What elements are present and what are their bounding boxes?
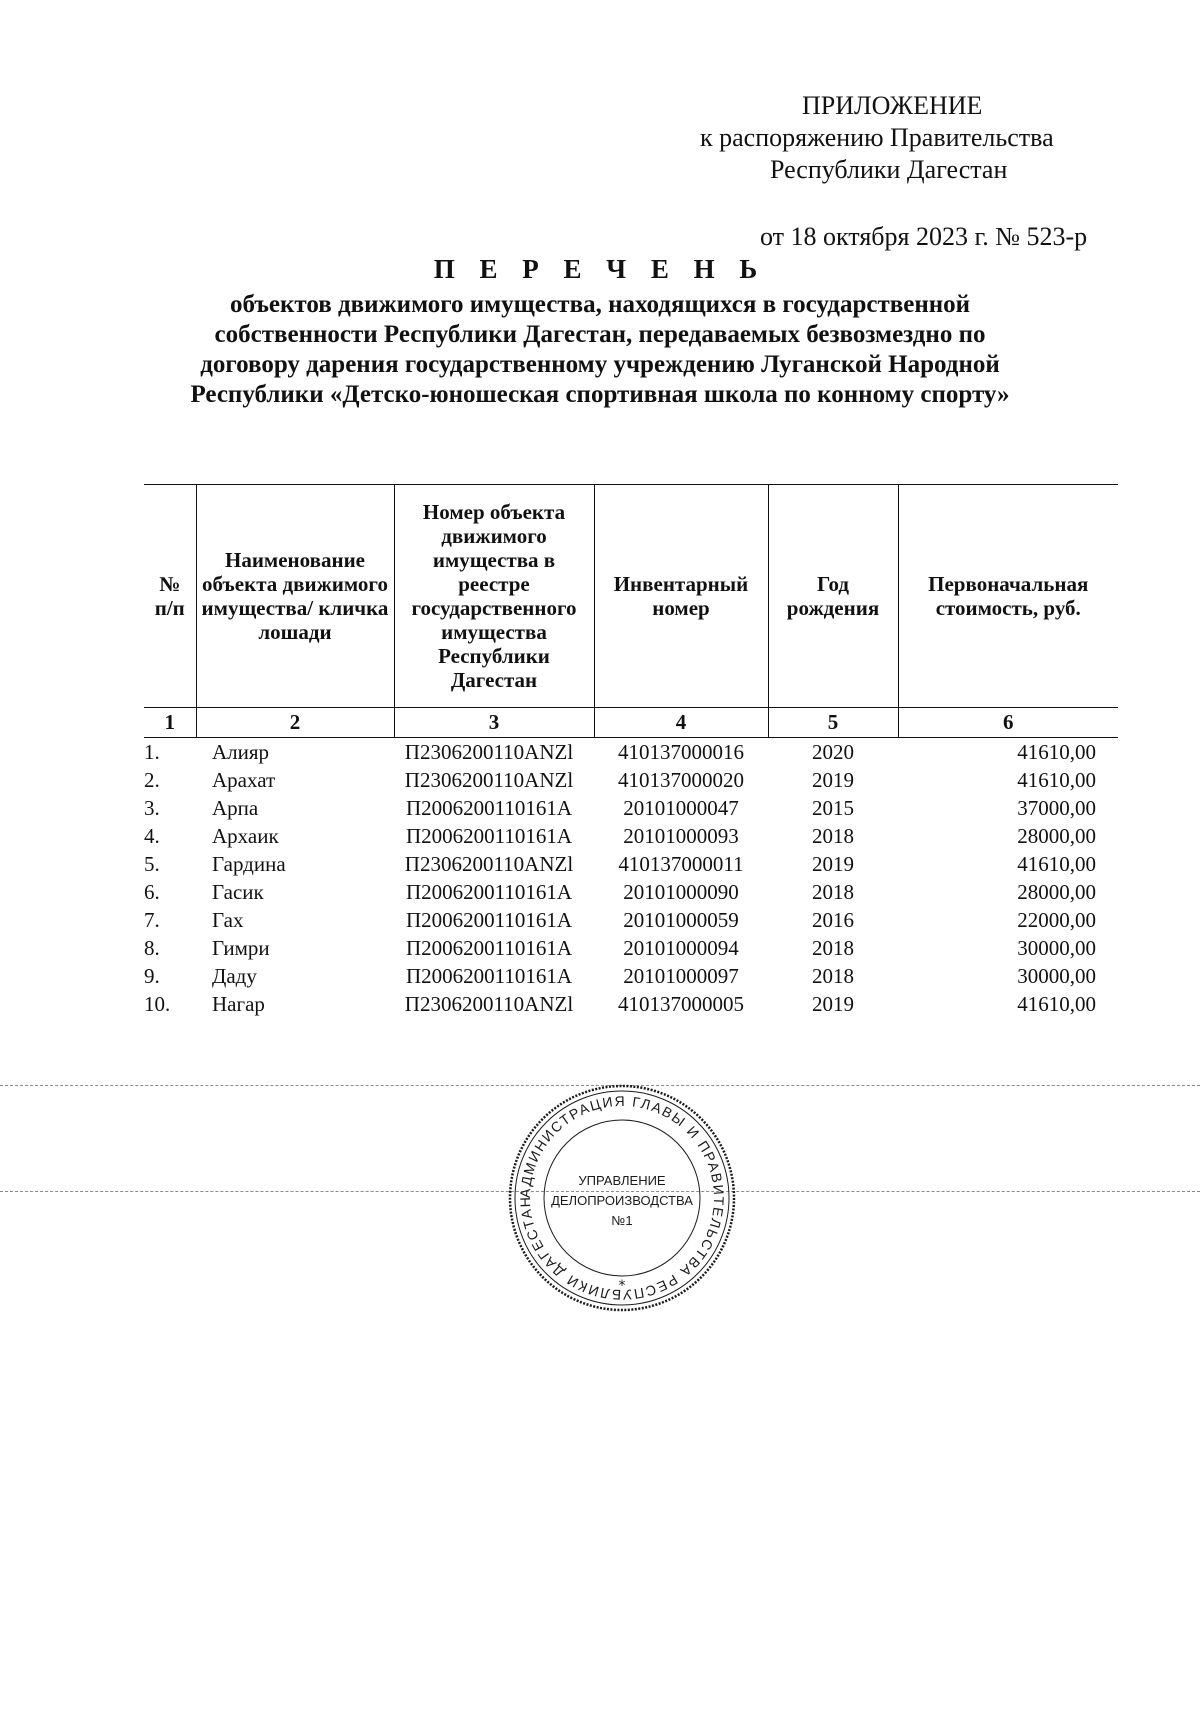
cell-registry: П2006200110161А	[405, 796, 573, 820]
cell-registry: П2006200110161А	[405, 908, 573, 932]
cell-registry: П2306200110ANZl	[404, 992, 574, 1016]
header-birth-year: Год рождения	[768, 485, 898, 708]
column-number: 2	[196, 708, 394, 738]
cell-registry: П2306200110ANZl	[404, 852, 574, 876]
cell-number: 5.	[144, 852, 160, 876]
table-row	[144, 766, 1118, 794]
table-row	[144, 990, 1118, 1018]
header-inventory-number: Инвентарный номер	[594, 485, 768, 708]
cell-cost: 37000,00	[1017, 796, 1096, 820]
cell-inventory: 20101000090	[623, 880, 739, 904]
cell-number: 3.	[144, 796, 160, 820]
cell-number: 4.	[144, 824, 160, 848]
cell-registry: П2006200110161А	[405, 824, 573, 848]
cell-year: 2019	[812, 852, 854, 876]
cell-year: 2019	[812, 992, 854, 1016]
header-initial-cost: Первоначальная стоимость, руб.	[898, 485, 1118, 708]
table-row	[144, 822, 1118, 850]
cell-name: Гасик	[212, 880, 264, 904]
cell-cost: 30000,00	[1017, 936, 1096, 960]
cell-name: Гардина	[212, 852, 286, 876]
subtitle-line: Республики «Детско-юношеская спортивная школа по конному спорту»	[190, 381, 1010, 408]
cell-name: Гимри	[212, 936, 270, 960]
cell-registry: П2306200110ANZl	[404, 740, 574, 764]
table-row	[144, 794, 1118, 822]
cell-inventory: 20101000093	[623, 824, 739, 848]
attachment-republic-line: Республики Дагестан	[770, 155, 1008, 184]
cell-registry: П2306200110ANZl	[404, 768, 574, 792]
cell-name: Арпа	[212, 796, 259, 820]
cell-number: 6.	[144, 880, 160, 904]
table-row	[144, 962, 1118, 990]
cell-name: Архаик	[212, 824, 279, 848]
cell-inventory: 20101000094	[623, 936, 739, 960]
header-name: Наименование объекта движимого имущества/ кличка лошади	[196, 485, 394, 708]
table-column-numbers-row	[144, 708, 1118, 738]
cell-name: Алияр	[212, 740, 270, 764]
column-number: 3	[394, 708, 594, 738]
cell-cost: 41610,00	[1017, 740, 1096, 764]
cell-cost: 41610,00	[1017, 992, 1096, 1016]
attachment-order-line: к распоряжению Правительства	[700, 123, 1054, 152]
table-row	[144, 934, 1118, 962]
cell-inventory: 410137000020	[618, 768, 744, 792]
cell-number: 8.	[144, 936, 160, 960]
stamp-line: №1	[611, 1213, 633, 1228]
cell-inventory: 20101000097	[623, 964, 739, 988]
table-row	[144, 878, 1118, 906]
cell-inventory: 410137000016	[618, 740, 744, 764]
cell-inventory: 20101000047	[623, 796, 739, 820]
subtitle-line: договору дарения государственному учреждению Луганской Народной	[200, 351, 1000, 378]
attachment-label: ПРИЛОЖЕНИЕ	[802, 91, 983, 120]
cell-year: 2019	[812, 768, 854, 792]
cell-name: Арахат	[212, 768, 276, 792]
column-number: 1	[144, 708, 196, 738]
cell-number: 10.	[144, 992, 171, 1016]
stamp-line: УПРАВЛЕНИЕ	[578, 1173, 666, 1188]
cell-number: 2.	[144, 768, 160, 792]
header-registry-number: Номер объекта движимого имущества в реестре государственного имущества Республики Дагестан	[394, 485, 594, 708]
table-row	[144, 906, 1118, 934]
cell-registry: П2006200110161А	[405, 936, 573, 960]
cell-year: 2020	[812, 740, 854, 764]
column-number: 5	[768, 708, 898, 738]
cell-number: 7.	[144, 908, 160, 932]
table-row	[144, 850, 1118, 878]
assets-table	[144, 484, 1118, 1018]
cell-number: 1.	[144, 740, 160, 764]
stamp-star-icon: *	[618, 1278, 626, 1294]
cell-number: 9.	[144, 964, 160, 988]
table-row	[144, 738, 1118, 767]
order-reference: от 18 октября 2023 г. № 523-р	[760, 222, 1088, 251]
column-number: 4	[594, 708, 768, 738]
cell-year: 2016	[812, 908, 854, 932]
cell-inventory: 410137000011	[618, 852, 744, 876]
cell-cost: 30000,00	[1017, 964, 1096, 988]
cell-cost: 28000,00	[1017, 824, 1096, 848]
cell-registry: П2006200110161А	[405, 880, 573, 904]
cell-inventory: 20101000059	[623, 908, 739, 932]
cell-cost: 41610,00	[1017, 852, 1096, 876]
cell-name: Нагар	[212, 992, 265, 1016]
cell-cost: 22000,00	[1017, 908, 1096, 932]
cell-registry: П2006200110161А	[405, 964, 573, 988]
official-stamp	[506, 1082, 738, 1314]
document-title: П Е Р Е Ч Е Н Ь	[433, 254, 767, 284]
cell-year: 2018	[812, 880, 854, 904]
cell-name: Гах	[212, 908, 244, 932]
table-header-row	[144, 485, 1118, 708]
header-number: № п/п	[144, 485, 196, 708]
cell-name: Даду	[212, 964, 257, 988]
column-number: 6	[898, 708, 1118, 738]
cell-cost: 28000,00	[1017, 880, 1096, 904]
cell-year: 2018	[812, 824, 854, 848]
cell-year: 2018	[812, 964, 854, 988]
cell-cost: 41610,00	[1017, 768, 1096, 792]
subtitle-line: объектов движимого имущества, находящихся в государственной	[229, 291, 971, 318]
cell-year: 2015	[812, 796, 854, 820]
cell-year: 2018	[812, 936, 854, 960]
cell-inventory: 410137000005	[618, 992, 744, 1016]
stamp-ring-text: АДМИНИСТРАЦИЯ ГЛАВЫ И ПРАВИТЕЛЬСТВА РЕСПУБЛИКИ ДАГЕСТАН	[516, 1092, 728, 1304]
stamp-line: ДЕЛОПРОИЗВОДСТВА	[551, 1193, 693, 1208]
subtitle-line: собственности Республики Дагестан, передаваемых безвозмездно по	[214, 321, 986, 348]
document-subtitle	[0, 290, 1200, 410]
